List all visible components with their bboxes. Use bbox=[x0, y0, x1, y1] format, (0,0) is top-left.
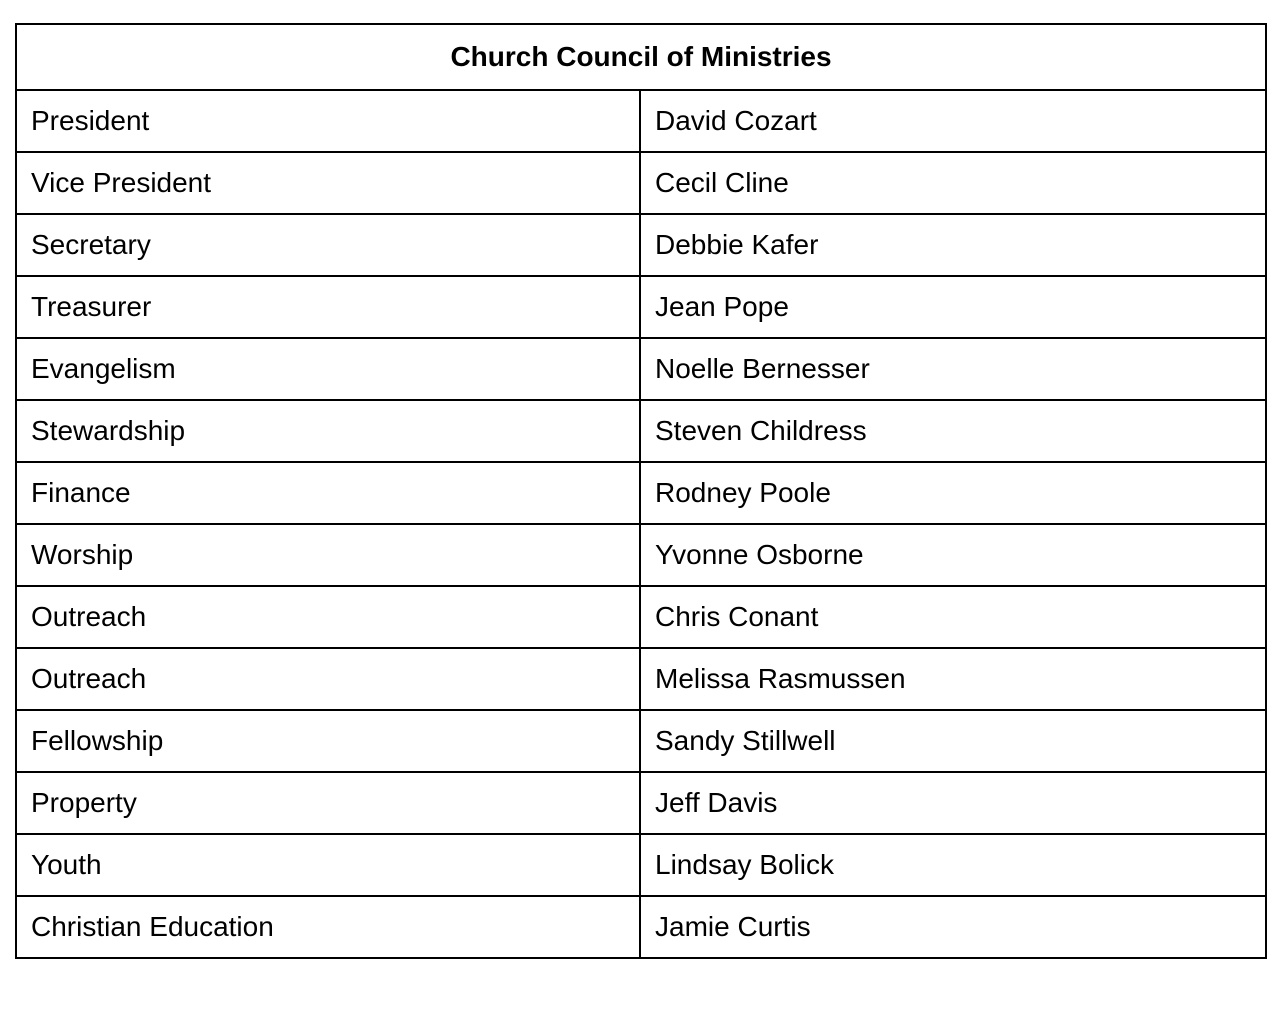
member-name-cell: Jeff Davis bbox=[640, 772, 1266, 834]
role-cell: Treasurer bbox=[16, 276, 640, 338]
table-row bbox=[16, 400, 1266, 462]
member-name-cell: David Cozart bbox=[640, 90, 1266, 152]
member-name-cell: Sandy Stillwell bbox=[640, 710, 1266, 772]
member-name-cell: Jean Pope bbox=[640, 276, 1266, 338]
table-row bbox=[16, 524, 1266, 586]
table-row bbox=[16, 276, 1266, 338]
table-row bbox=[16, 338, 1266, 400]
role-cell: Property bbox=[16, 772, 640, 834]
role-cell: Fellowship bbox=[16, 710, 640, 772]
table-title: Church Council of Ministries bbox=[16, 24, 1266, 90]
role-cell: Evangelism bbox=[16, 338, 640, 400]
member-name-cell: Jamie Curtis bbox=[640, 896, 1266, 958]
table-row bbox=[16, 896, 1266, 958]
member-name-cell: Rodney Poole bbox=[640, 462, 1266, 524]
member-name-cell: Cecil Cline bbox=[640, 152, 1266, 214]
table-row bbox=[16, 152, 1266, 214]
member-name-cell: Debbie Kafer bbox=[640, 214, 1266, 276]
table-header-row bbox=[16, 24, 1266, 90]
table-row bbox=[16, 772, 1266, 834]
table-row bbox=[16, 462, 1266, 524]
table-row bbox=[16, 90, 1266, 152]
member-name-cell: Yvonne Osborne bbox=[640, 524, 1266, 586]
table-row bbox=[16, 710, 1266, 772]
role-cell: Christian Education bbox=[16, 896, 640, 958]
role-cell: Worship bbox=[16, 524, 640, 586]
member-name-cell: Melissa Rasmussen bbox=[640, 648, 1266, 710]
member-name-cell: Lindsay Bolick bbox=[640, 834, 1266, 896]
role-cell: Vice President bbox=[16, 152, 640, 214]
role-cell: Youth bbox=[16, 834, 640, 896]
role-cell: Secretary bbox=[16, 214, 640, 276]
member-name-cell: Steven Childress bbox=[640, 400, 1266, 462]
council-table bbox=[15, 23, 1267, 959]
role-cell: President bbox=[16, 90, 640, 152]
role-cell: Stewardship bbox=[16, 400, 640, 462]
role-cell: Outreach bbox=[16, 586, 640, 648]
role-cell: Finance bbox=[16, 462, 640, 524]
table-row bbox=[16, 586, 1266, 648]
role-cell: Outreach bbox=[16, 648, 640, 710]
member-name-cell: Noelle Bernesser bbox=[640, 338, 1266, 400]
member-name-cell: Chris Conant bbox=[640, 586, 1266, 648]
table-row bbox=[16, 834, 1266, 896]
table-row bbox=[16, 214, 1266, 276]
table-row bbox=[16, 648, 1266, 710]
